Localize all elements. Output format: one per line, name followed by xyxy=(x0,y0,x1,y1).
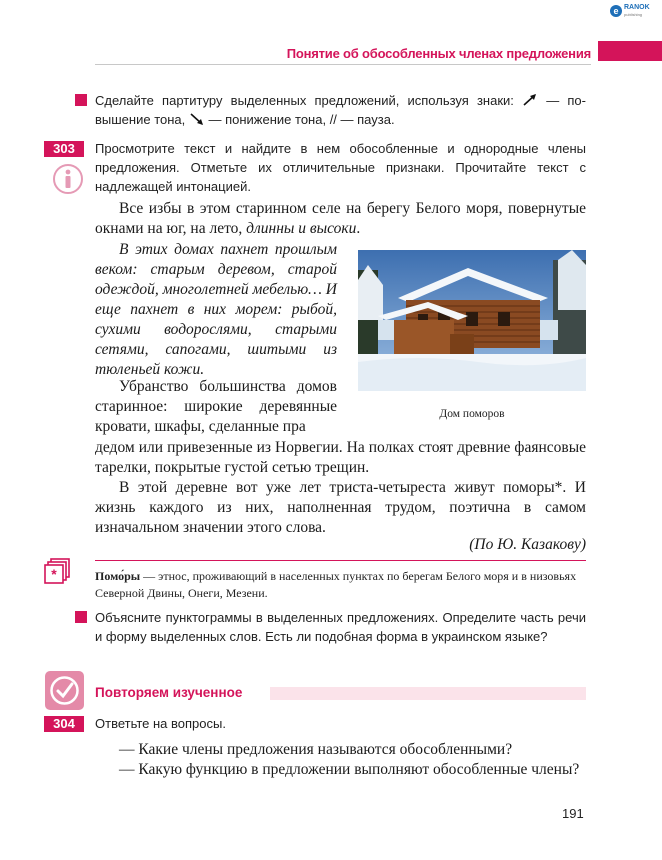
review-section-title: Повторяем изученное xyxy=(95,685,243,700)
question-2: — Какую функцию в предложении выполняют обособленные члены? xyxy=(119,761,580,778)
running-header-title: Понятие об обособленных членах предложения xyxy=(286,46,591,61)
text-paragraph-1: Все избы в этом старинном селе на берегу Белого моря, повернутые окнами на юг, на лето, длинны и высоки. xyxy=(95,200,586,237)
review-icon xyxy=(45,671,84,710)
footnote-term: Помо́ры xyxy=(95,569,141,583)
publisher-logo-text: RANOK xyxy=(624,4,650,11)
review-title-bar xyxy=(270,687,586,700)
exercise-304-instruction: Ответьте на вопросы. xyxy=(95,716,226,731)
info-icon xyxy=(52,163,84,195)
footnote-rule xyxy=(95,560,586,561)
footnote-icon xyxy=(44,558,70,584)
exercise-303-instruction: Просмотрите текст и найдите в нем обособленные и однородные члены предложения. Отметьте их отличительные признаки. Прочитайте текст с надлежащей интонацией. xyxy=(95,141,586,194)
svg-text:*: * xyxy=(51,566,57,582)
task-2-text: Объясните пунктограммы в выделенных предложениях. Определите часть речи и форму выделенных слов. Есть ли подобная форма в украинском языке? xyxy=(95,610,586,644)
photo-caption: Дом поморов xyxy=(439,408,505,420)
publisher-logo-subtext: publishing xyxy=(624,12,643,17)
header-accent-bar xyxy=(598,41,662,61)
exercise-number-303: 303 xyxy=(44,141,84,157)
text-source: (По Ю. Казакову) xyxy=(469,536,586,553)
page-number: 191 xyxy=(562,806,584,821)
header-rule xyxy=(95,64,591,65)
text-paragraph-3: Убранство большинства домов старинное: широкие деревянные кровати, шкафы, сделанные пра xyxy=(95,378,337,435)
text-paragraph-2: В этих домах пахнет прошлым веком: старым деревом, старой одеждой, многолетней мебелью… И еще пахнет в них морем: рыбой, сухими водорослями, старыми сетями, сапогами, шитыми из тюленьей кожи. xyxy=(95,241,337,378)
text-paragraph-4: В этой деревне вот уже лет триста-четыреста живут поморы*. И жизнь каждого из них, наполненная трудом, поэтична в самом изначальном значении этого слова. xyxy=(95,479,586,536)
footnote-text: Помо́ры — этнос, проживающий в населенных пунктах по берегам Белого моря и в низовьях Северной Двины, Онеги, Мезени. xyxy=(95,569,577,600)
question-1: — Какие члены предложения называются обособленными? xyxy=(119,741,513,758)
exercise-number-304: 304 xyxy=(44,716,84,732)
text-paragraph-3-continued: дедом или привезенные из Норвегии. На полках стоят древние фаянсовые тарелки, покрытые густой сетью трещин. xyxy=(95,439,586,476)
pomor-house-photo xyxy=(358,250,586,391)
task-marker xyxy=(75,94,87,106)
publisher-logo xyxy=(610,4,658,20)
task-marker-2 xyxy=(75,611,87,623)
task-intro: Сделайте партитуру выделенных предложений, используя знаки: — повышение тона, — понижение тона, // — пауза. xyxy=(95,93,586,127)
tone-up-arrow-icon xyxy=(522,93,538,107)
highlighted-words: длинны и высоки xyxy=(246,220,357,237)
tone-down-arrow-icon xyxy=(189,112,205,126)
publisher-logo-icon: e xyxy=(610,5,622,17)
